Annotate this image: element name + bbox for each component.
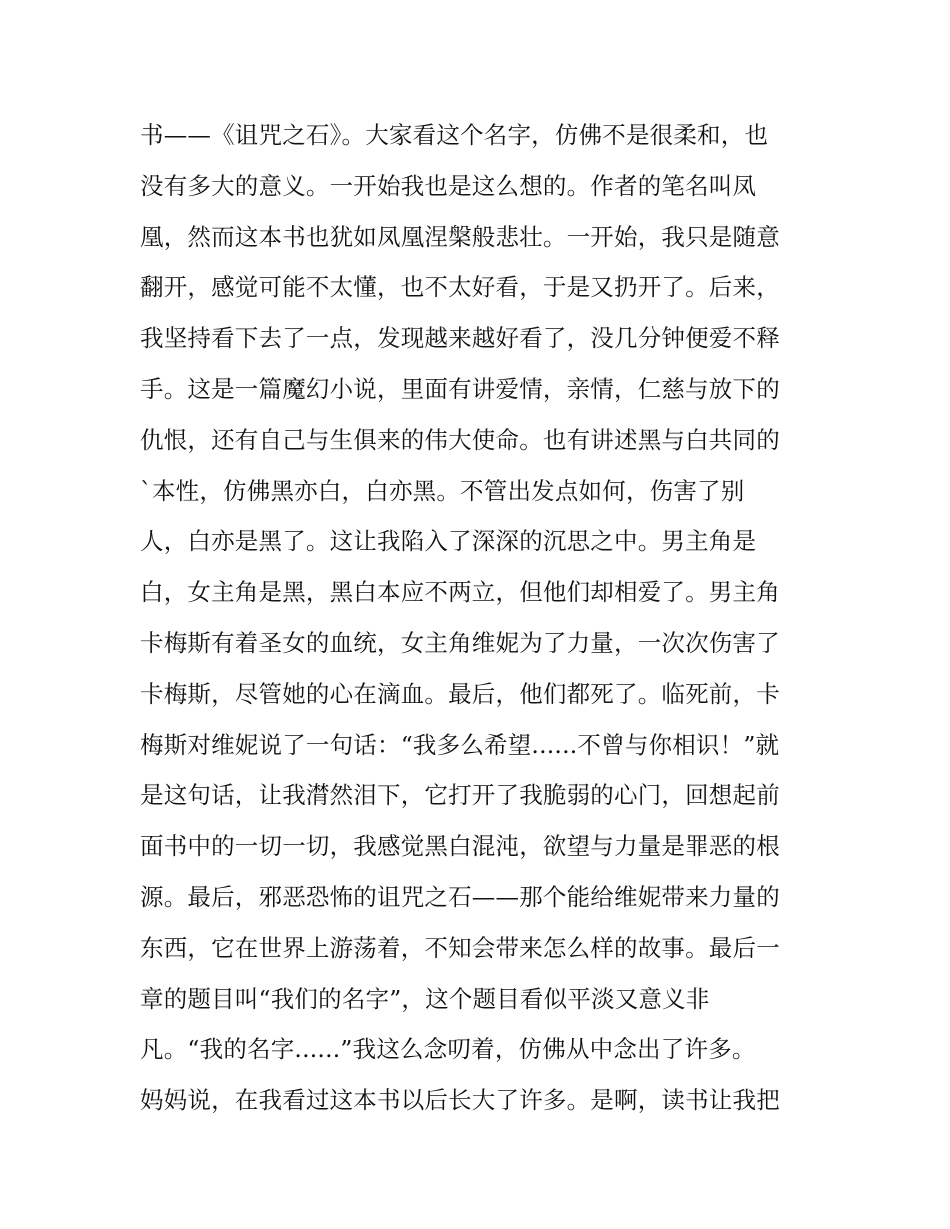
text-line: 凡。“我的名字......”我这么念叨着，仿佛从中念出了许多。 [140,1035,756,1064]
text-line: 仇恨，还有自己与生俱来的伟大使命。也有讲述黑与白共同的 [140,425,780,454]
text-line: 卡梅斯有着圣女的血统，女主角维妮为了力量，一次次伤害了 [140,628,780,657]
text-line: 手。这是一篇魔幻小说，里面有讲爱情，亲情，仁慈与放下的 [140,374,780,403]
text-line: 白，女主角是黑，黑白本应不两立，但他们却相爱了。男主角 [140,578,780,607]
text-line: 是这句话，让我潸然泪下，它打开了我脆弱的心门，回想起前 [140,781,780,810]
text-line: `本性，仿佛黑亦白，白亦黑。不管出发点如何，伤害了别 [140,476,745,505]
text-line: 书——《诅咒之石》。大家看这个名字，仿佛不是很柔和，也 [140,121,769,149]
text-line: 妈妈说，在我看过这本书以后长大了许多。是啊，读书让我把 [140,1086,780,1115]
text-line: 凰，然而这本书也犹如凤凰涅槃般悲壮。一开始，我只是随意 [140,222,780,251]
text-line: 卡梅斯，尽管她的心在滴血。最后，他们都死了。临死前，卡 [140,679,780,708]
text-line: 源。最后，邪恶恐怖的诅咒之石——那个能给维妮带来力量的 [140,882,780,911]
text-line: 章的题目叫“我们的名字”，这个题目看似平淡又意义非 [140,984,710,1013]
body-text [140,110,820,1126]
text-line: 我坚持看下去了一点，发现越来越好看了，没几分钟便爱不释 [140,324,780,353]
text-line: 翻开，感觉可能不太懂，也不太好看，于是又扔开了。后来， [140,273,780,302]
text-line: 梅斯对维妮说了一句话：“我多么希望......不曾与你相识！”就 [140,730,780,759]
text-line: 人，白亦是黑了。这让我陷入了深深的沉思之中。男主角是 [140,527,757,556]
text-line: 没有多大的意义。一开始我也是这么想的。作者的笔名叫凤 [140,171,757,200]
text-line: 面书中的一切一切，我感觉黑白混沌，欲望与力量是罪恶的根 [140,832,780,861]
text-line: 东西，它在世界上游荡着，不知会带来怎么样的故事。最后一 [140,933,780,962]
